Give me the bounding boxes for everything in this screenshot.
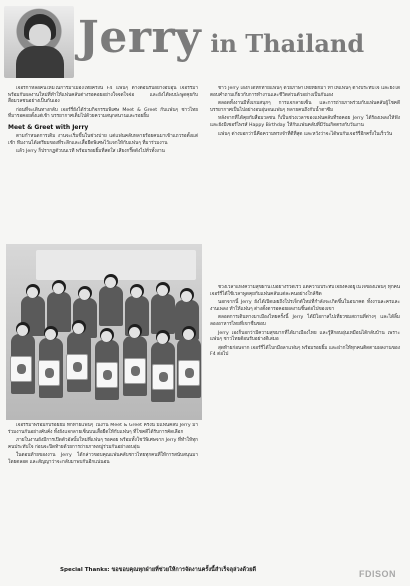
left-column-bottom [8,423,198,563]
signed-shirt [10,356,32,382]
paragraph: ช่วงเวลาแห่งความสุขผ่านไปอย่างรวดเร็ว แต่ความประทับใจยังคงอยู่ในใจของแฟนๆ ทุกคน เจอร์รี่ได้ใช้เวลาพูดคุยกับแฟนคลับแต่ละคนอย่างใกล้ชิด [210,285,400,297]
paragraph: Jerry เองก็บอกว่ามีความสุขมากที่ได้มาเมืองไทย และรู้สึกอบอุ่นเหมือนได้กลับบ้าน เพราะแฟนๆ ชาวไทยต้อนรับอย่างดีเสมอ [210,330,400,343]
paragraph: ตลอดทั้งงานมีทั้งเกมสนุกๆ การแจกลายเซ็น และการถ่ายภาพร่วมกับแฟนคลับผู้โชคดี บรรยากาศเป็นไปอย่างอบอุ่นจนแฟนๆ หลายคนถึงกับน้ำตาซึม [210,101,400,113]
paragraph: ในตอนท้ายของงาน Jerry ได้กล่าวขอบคุณแฟนคลับชาวไทยทุกคนที่ให้การสนับสนุนมาโดยตลอด และสัญญาว่าจะกลับมาพบกันอีกแน่นอน [8,453,198,465]
paragraph: สุดท้ายก่อนจาก เจอร์รี่ได้โบกมือลาแฟนๆ พร้อมรอยยิ้ม และฝากให้ทุกคนติดตามผลงานของ F4 ต่อไป [210,345,400,358]
right-column-bottom [210,285,400,563]
paragraph: นอกจากนี้ Jerry ยังได้เปิดเผยถึงโปรเจ็กต์ใหม่ที่กำลังจะเกิดขึ้นในอนาคต ทั้งงานละครและงานเพลง ทำให้แฟนๆ ต่างตั้งตารอคอยผลงานชิ้นต่อไปของเขา [210,300,400,312]
paragraph: แล้ว Jerry ก็ปรากฏตัวบนเวที พร้อมรอยยิ้มที่สดใส เสียงกรี๊ดดังไปทั่วทั้งงาน [16,149,165,155]
paragraph: เจอร์รี่มาพร้อมกับรอยยิ้ม ทักทายแฟนๆ ในงาน Meet & Greet ครั้งนี้ มีแฟนคลับ Jerry มาร่วมงานกันอย่างคับคั่ง ทั้งยังแจกลายเซ็นบนเสื้อยืดให้กับแฟนๆ ที่โชคดีได้รับการคัดเลือก [8,423,198,435]
title-main: Jerry [78,12,202,63]
signed-shirt [152,364,174,390]
left-column-top [8,86,198,236]
paragraph: ชาว Jerry เองก็ได้ทักทายแฟนๆ ด้วยภาษาไทยที่ฝึกมา ทำให้แฟนๆ ต่างประทับใจ และยังได้ตอบคำถามเกี่ยวกับการทำงานและชีวิตส่วนตัวอย่างเป็นกันเอง [210,86,400,98]
paragraph: ก่อนที่จะเดินทางกลับ เจอร์รี่ยังได้ร่วมกิจกรรมพิเศษ Meet & Greet กับแฟนๆ ชาวไทย ที่มารอคอยตั้งแต่เช้า บรรยากาศเต็มไปด้วยความสนุกสนานและรอยยิ้ม [8,107,198,120]
signed-shirt [178,360,200,386]
signed-shirt [96,362,118,388]
special-thanks-text: Special Thanks: ขอขอบคุณทุกฝ่ายที่ช่วยให้การจัดงานครั้งนี้สำเร็จลุล่วงด้วยดี [60,567,257,573]
signed-shirt [66,354,88,380]
paragraph: ตามกำหนดการเดิม งานจะเริ่มขึ้นในช่วงบ่าย แต่แฟนคลับหลายร้อยคนมาเข้าแถวรอตั้งแต่เช้า ทีมงานได้เตรียมของที่ระลึกและเสื้อยืดพิเศษไว้แจกให้กับแฟนๆ ที่มาร่วมงาน [8,133,198,146]
article-title [78,12,408,72]
magazine-brand: FDISON [358,569,396,579]
signed-shirt [124,358,146,384]
signed-shirt [38,360,60,386]
paragraph: ตลอดการเดินทางมาเมืองไทยครั้งนี้ Jerry ได้มีโอกาสไปเที่ยวชมสถานที่ต่างๆ และได้ลิ้มลองอาหารไทยที่เขาชื่นชอบ [210,315,400,327]
paragraph: แฟนๆ ต่างบอกว่านี่คือความทรงจำที่ดีที่สุด และหวังว่าจะได้พบกับเจอร์รี่อีกครั้งในเร็ววัน [218,131,393,137]
section-heading: Meet & Greet with Jerry [8,123,89,131]
title-small: in Thailand [210,29,365,58]
paragraph: ภายในงานยังมีการเปิดตัวอัลบั้มใหม่ที่แฟนๆ รอคอย พร้อมทั้งโชว์พิเศษจาก Jerry ที่ทำให้ทุกคนประทับใจ ก่อนจะปิดท้ายด้วยการถ่ายภาพหมู่ร่วมกันอย่างอบอุ่น [8,438,198,450]
right-column-top [210,86,400,281]
paragraph: เจอร์ก้าหล่อคนใหม่ในการมาเมืองไทยครั้งนี้ F4 แฟนๆ ต่างต้อนรับอย่างอบอุ่น เจอร์รี่มาพร้อมกับผลงานใหม่ที่ทำให้แฟนคลับต่างรอคอยอย่างใจจดใจจ่อ และยังได้พบปะพูดคุยกับสื่อมวลชนอย่างเป็นกันเอง [8,86,198,105]
jerry-portrait-photo [4,6,74,78]
fans-group-photo [6,244,202,420]
paragraph: หลังจากที่ได้คุยกับสื่อมวลชน ก็เป็นช่วงเวลาของแฟนคลับที่รอคอย Jerry ได้ร้องเพลงให้ฟัง และยังมีเซอร์ไพรส์ Happy Birthday ให้กับแฟนคลับที่มีวันเกิดตรงกับวันงาน [210,116,400,128]
